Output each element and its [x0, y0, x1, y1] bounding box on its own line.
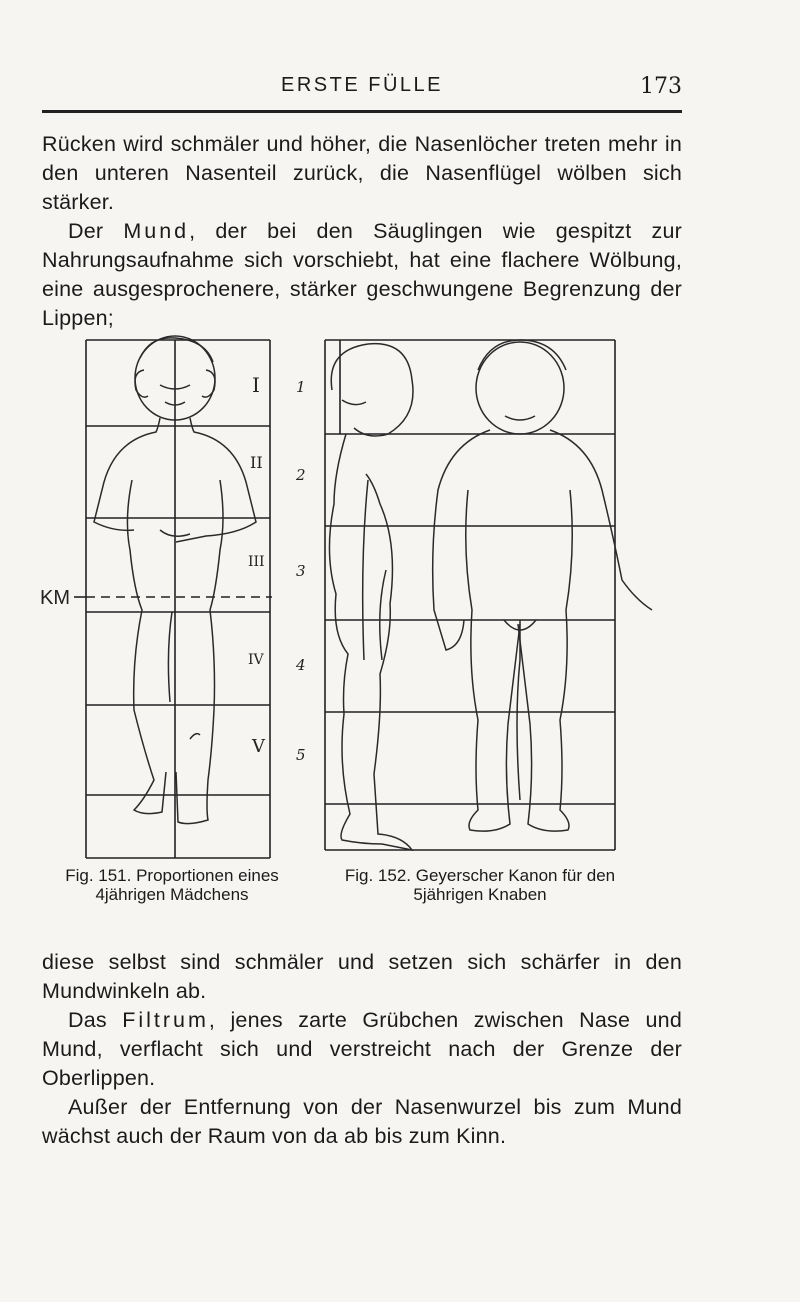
figure-152-arabic-3: 3	[296, 562, 306, 580]
paragraph-lips: diese selbst sind schmäler und setzen sich schärfer in den Mundwinkeln ab.	[42, 950, 682, 1003]
header-rule	[42, 110, 682, 113]
figure-151-km-label: KM	[40, 587, 70, 609]
figure-151-roman-4: IV	[248, 652, 264, 668]
figure-152-drawing	[290, 330, 690, 860]
keyword-filtrum: Filtrum	[122, 1008, 209, 1032]
paragraph-mouth-prefix: Der	[68, 219, 124, 243]
figure-152-arabic-2: 2	[296, 466, 306, 484]
figure-151-caption-line-2: 4jährigen Mädchens	[95, 885, 249, 904]
figure-151-roman-3: III	[248, 554, 265, 570]
page-header	[42, 74, 682, 100]
figure-152	[290, 330, 690, 860]
figure-151-roman-5: V	[252, 736, 265, 757]
keyword-mund: Mund	[123, 219, 190, 243]
figure-151-caption	[42, 866, 302, 904]
paragraph-nose: Rücken wird schmäler und höher, die Nasenlöcher treten mehr in den unteren Nasenteil zurück, die Nasenflügel wölben sich stärker.	[42, 132, 682, 214]
paragraph-mouth	[42, 217, 682, 333]
figure-151-roman-1: I	[252, 373, 260, 397]
figure-151-caption-line-1: Fig. 151. Proportionen eines	[65, 866, 279, 885]
page-number: 173	[640, 74, 682, 99]
figure-152-arabic-5: 5	[296, 746, 306, 764]
figure-152-caption-line-2: 5jährigen Knaben	[413, 885, 547, 904]
paragraph-filtrum-rest: , jenes zarte Grübchen zwischen Nase und Mund, verflacht sich und verstreicht nach der Grenze der Oberlippen.	[42, 1008, 683, 1090]
figure-151	[40, 330, 300, 860]
running-head: ERSTE FÜLLE	[281, 74, 443, 96]
paragraph-filtrum-prefix: Das	[68, 1008, 123, 1032]
paragraph-distance: Außer der Entfernung von der Nasenwurzel bis zum Mund wächst auch der Raum von da ab bis zum Kinn.	[42, 1095, 682, 1148]
figure-151-roman-2: II	[250, 453, 263, 472]
figure-152-arabic-4: 4	[296, 656, 306, 674]
figure-152-caption-line-1: Fig. 152. Geyerscher Kanon für den	[344, 866, 616, 885]
figure-152-arabic-1: 1	[296, 378, 306, 396]
paragraph-mouth-rest: , der bei den Säuglingen wie gespitzt zur Nahrungsaufnahme sich vorschiebt, hat eine flachere Wölbung, eine ausgesprochenere, stärker geschwungene Begrenzung der Lippen;	[42, 219, 682, 330]
figure-151-drawing	[40, 330, 300, 860]
figure-152-caption	[320, 866, 640, 904]
paragraph-filtrum	[42, 1006, 682, 1093]
